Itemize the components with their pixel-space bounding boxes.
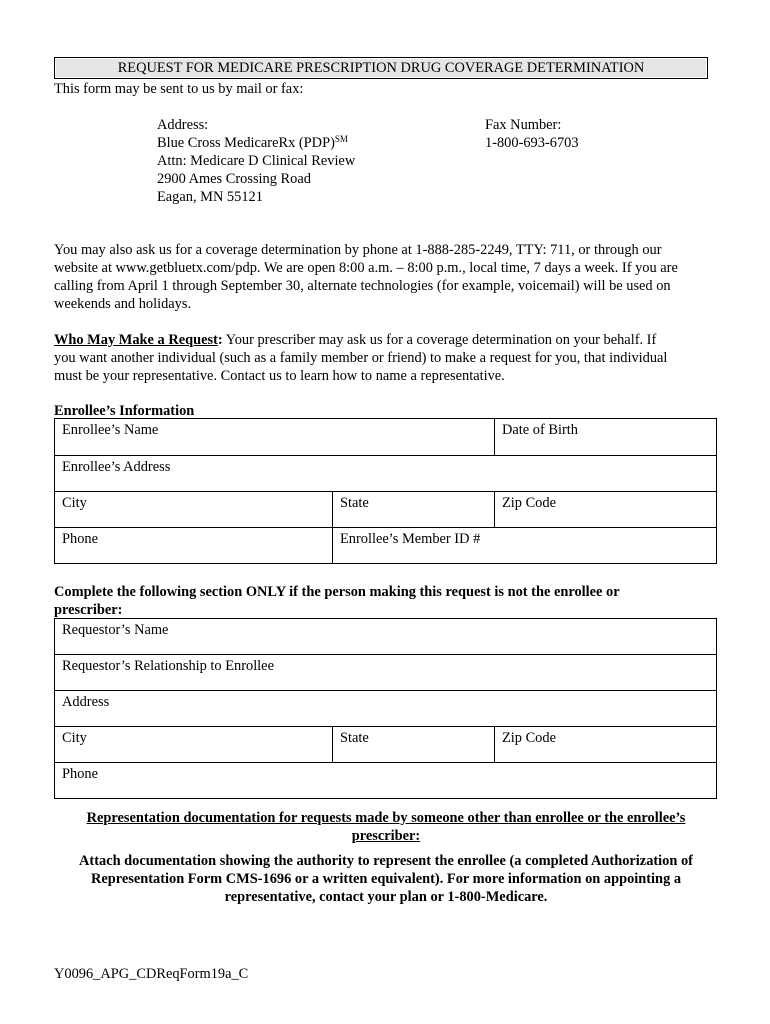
requestor-zip-field[interactable]: Zip Code [495,727,717,763]
who-may-colon: : [217,332,223,348]
fax-label: Fax Number: [485,117,562,133]
enrollee-dob-field[interactable]: Date of Birth [495,419,717,456]
who-may-line-2: you want another individual (such as a family member or friend) to make a request for you, that individual [54,350,668,366]
requestor-info-table [54,618,717,799]
enrollee-zip-field[interactable]: Zip Code [495,492,717,528]
representation-heading-line-2: prescriber: [351,828,421,844]
who-may-line-1 [54,331,656,349]
form-footer-code: Y0096_APG_CDReqForm19a_C [54,966,249,982]
requestor-city-field[interactable]: City [55,727,333,763]
enrollee-state-field[interactable]: State [333,492,495,528]
enrollee-member-id-field[interactable]: Enrollee’s Member ID # [333,528,717,564]
representation-body-line-1: Attach documentation showing the authority to represent the enrollee (a completed Authorization of [79,853,693,869]
enrollee-address-field[interactable]: Enrollee’s Address [55,456,717,492]
address-label: Address: [157,117,209,133]
requestor-state-field[interactable]: State [333,727,495,763]
phone-paragraph-line: website at www.getbluetx.com/pdp. We are open 8:00 a.m. – 8:00 p.m., local time, 7 days a week. If you are [54,260,678,276]
requestor-address-field[interactable]: Address [55,691,717,727]
address-org-name: Blue Cross MedicareRx (PDP) [157,135,335,151]
address-line-1 [157,134,348,152]
address-line-4: Eagan, MN 55121 [157,189,263,205]
enrollee-info-table [54,418,717,564]
requestor-relationship-field[interactable]: Requestor’s Relationship to Enrollee [55,655,717,691]
phone-paragraph-line: weekends and holidays. [54,296,192,312]
phone-paragraph-line: You may also ask us for a coverage determination by phone at 1-888-285-2249, TTY: 711, or through our [54,242,662,258]
enrollee-phone-field[interactable]: Phone [55,528,333,564]
representation-heading-line-1: Representation documentation for requests made by someone other than enrollee or the enrollee’s [86,810,686,826]
requestor-heading-line-2: prescriber: [54,602,123,618]
who-may-line-3: must be your representative. Contact us to learn how to name a representative. [54,368,505,384]
requestor-heading-line-1: Complete the following section ONLY if the person making this request is not the enrollee or [54,584,620,600]
who-may-heading: Who May Make a Request [54,332,218,348]
intro-text: This form may be sent to us by mail or fax: [54,81,304,97]
phone-paragraph-line: calling from April 1 through September 30, alternate technologies (for example, voicemail) will be used on [54,278,671,294]
representation-body-line-3: representative, contact your plan or 1-800-Medicare. [224,889,548,905]
form-title: REQUEST FOR MEDICARE PRESCRIPTION DRUG COVERAGE DETERMINATION [54,57,708,79]
enrollee-city-field[interactable]: City [55,492,333,528]
representation-body-line-2: Representation Form CMS-1696 or a written equivalent). For more information on appointing a [90,871,682,887]
enrollee-name-field[interactable]: Enrollee’s Name [55,419,495,456]
service-mark: SM [334,134,348,144]
requestor-name-field[interactable]: Requestor’s Name [55,619,717,655]
enrollee-section-heading: Enrollee’s Information [54,403,195,419]
fax-number: 1-800-693-6703 [485,135,579,151]
who-may-text: Your prescriber may ask us for a coverage determination on your behalf. If [222,332,657,348]
requestor-phone-field[interactable]: Phone [55,763,717,799]
address-line-2: Attn: Medicare D Clinical Review [157,153,356,169]
address-line-3: 2900 Ames Crossing Road [157,171,311,187]
